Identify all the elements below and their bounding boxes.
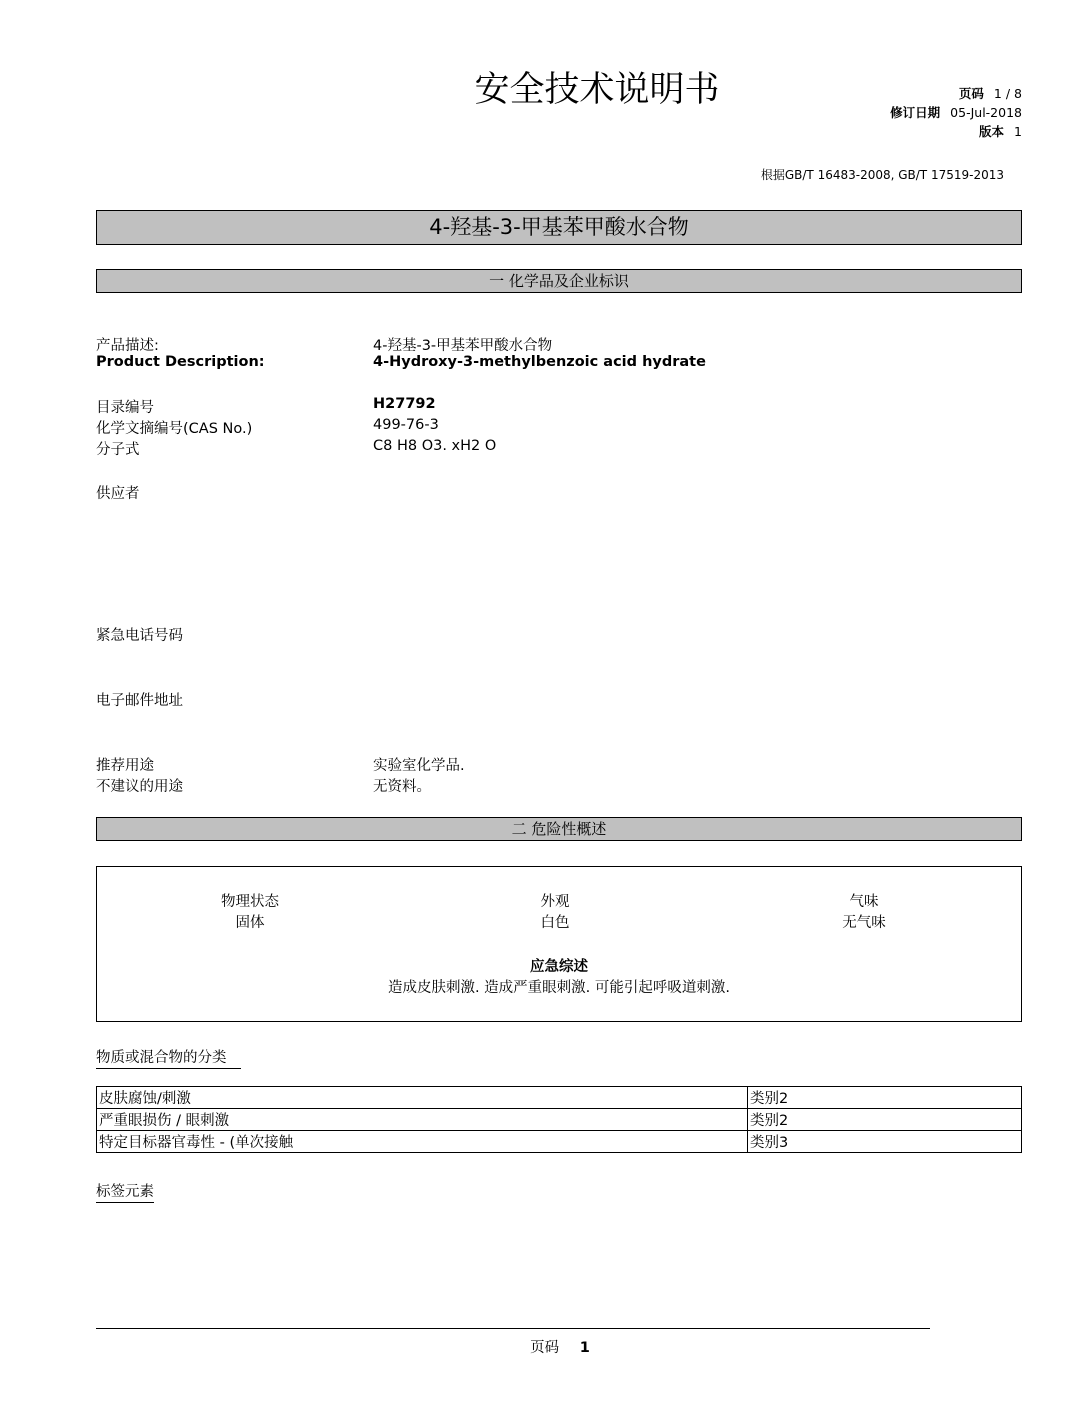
version-value: 1 (1014, 124, 1022, 139)
classification-heading-text: 物质或混合物的分类 (96, 1050, 241, 1069)
hazard-cell: 皮肤腐蚀/刺激 (97, 1087, 748, 1109)
product-title-bar: 4-羟基-3-甲基苯甲酸水合物 (96, 210, 1022, 245)
emergency-overview-title: 应急综述 (530, 959, 588, 975)
not-recommended-use-value: 无资料。 (373, 779, 431, 795)
odor-label: 气味 (849, 894, 879, 910)
document-title: 安全技术说明书 (474, 70, 720, 110)
section-1-header: 一 化学品及企业标识 (96, 269, 1022, 293)
revision-date-label: 修订日期 (890, 105, 941, 120)
recommended-use-label: 推荐用途 (96, 758, 154, 774)
cas-value: 499-76-3 (373, 417, 439, 433)
classification-heading (96, 1046, 241, 1067)
formula-label: 分子式 (96, 442, 140, 458)
appearance (455, 892, 655, 934)
table-row (97, 1087, 1022, 1109)
hazard-cell: 特定目标器官毒性 - (单次接触 (97, 1131, 748, 1153)
category-cell: 类别3 (748, 1131, 1022, 1153)
section-2-header: 二 危险性概述 (96, 817, 1022, 841)
email-label: 电子邮件地址 (96, 693, 183, 709)
revision-date-value: 05-Jul-2018 (950, 105, 1022, 120)
version-label: 版本 (979, 124, 1005, 139)
page-value: 1 / 8 (993, 86, 1022, 101)
physical-state (150, 892, 350, 934)
catalog-label: 目录编号 (96, 400, 154, 416)
product-desc-cn-value: 4-羟基-3-甲基苯甲酸水合物 (373, 338, 553, 354)
physical-state-label: 物理状态 (221, 894, 279, 910)
label-elements-heading-text: 标签元素 (96, 1184, 154, 1203)
catalog-value: H27792 (373, 396, 436, 412)
footer (0, 1336, 1088, 1357)
recommended-use-value: 实验室化学品. (373, 758, 465, 774)
document-meta (890, 84, 1022, 141)
label-elements-heading (96, 1180, 154, 1201)
table-row (97, 1131, 1022, 1153)
appearance-label: 外观 (540, 894, 570, 910)
table-row (97, 1109, 1022, 1131)
cas-label: 化学文摘编号(CAS No.) (96, 421, 253, 437)
product-desc-cn-label: 产品描述: (96, 338, 159, 354)
appearance-value: 白色 (540, 915, 570, 931)
page-label: 页码 (958, 86, 984, 101)
formula-value: C8 H8 O3. xH2 O (373, 438, 497, 454)
physical-state-value: 固体 (235, 915, 265, 931)
odor (764, 892, 964, 934)
footer-page-number: 1 (579, 1340, 590, 1356)
hazard-cell: 严重眼损伤 / 眼刺激 (97, 1109, 748, 1131)
standard-reference: 根据GB/T 16483-2008, GB/T 17519-2013 (760, 168, 1004, 182)
supplier-label: 供应者 (96, 486, 140, 502)
odor-value: 无气味 (842, 915, 886, 931)
category-cell: 类别2 (748, 1109, 1022, 1131)
footer-divider (96, 1328, 930, 1329)
classification-table (96, 1086, 1022, 1153)
hazard-overview-box (96, 866, 1022, 1022)
product-desc-en-label: Product Description: (96, 354, 265, 370)
footer-page-label: 页码 (530, 1340, 560, 1356)
category-cell: 类别2 (748, 1087, 1022, 1109)
emergency-overview-text: 造成皮肤刺激. 造成严重眼刺激. 可能引起呼吸道刺激. (387, 980, 731, 996)
not-recommended-use-label: 不建议的用途 (96, 779, 183, 795)
product-desc-en-value: 4-Hydroxy-3-methylbenzoic acid hydrate (373, 354, 706, 370)
emergency-overview (97, 957, 1021, 999)
emergency-phone-label: 紧急电话号码 (96, 628, 183, 644)
